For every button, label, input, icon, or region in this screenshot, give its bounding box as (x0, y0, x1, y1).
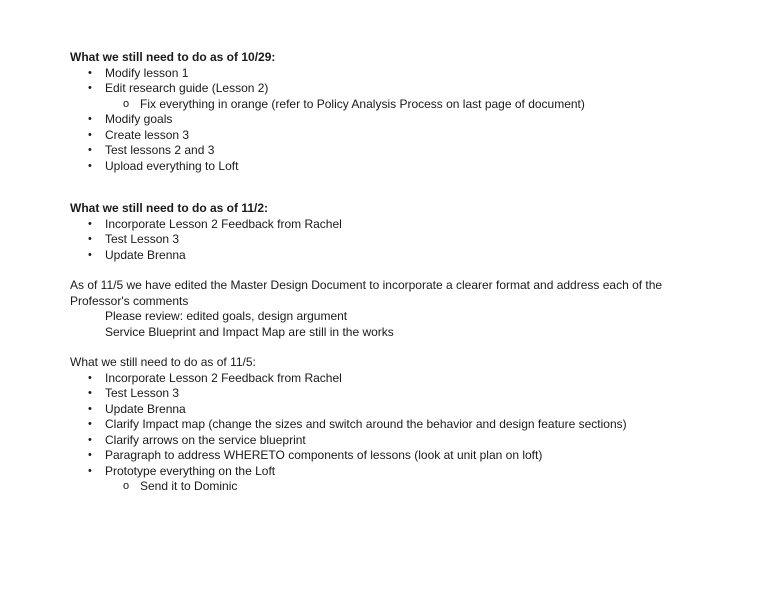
bullet-icon: • (88, 387, 92, 399)
document-body (70, 50, 710, 495)
list-item: • Incorporate Lesson 2 Feedback from Rachel (88, 216, 342, 231)
bullet-icon: • (88, 433, 92, 446)
bullet-icon: • (88, 418, 92, 430)
circle-bullet-icon: o (123, 480, 130, 492)
list-item: • Edit research guide (Lesson 2) o Fix everything in orange (refer to Policy Analysis Process on last page of document) (70, 81, 710, 112)
bullet-icon: • (88, 217, 92, 230)
list-item: • Update Brenna (88, 401, 186, 416)
section-heading-115: What we still need to do as of 11/5: (70, 355, 256, 369)
circle-bullet-icon: o (123, 97, 130, 110)
list-item: • Clarify arrows on the service blueprint (88, 432, 306, 447)
bullet-icon: • (88, 128, 92, 141)
list-item: • Test Lesson 3 (88, 232, 180, 246)
todo-list-1029 (70, 66, 710, 175)
list-item: • Modify goals (88, 112, 173, 126)
list-item: • Test lessons 2 and 3 (88, 143, 215, 157)
list-item: • Create lesson 3 (88, 127, 190, 142)
in-progress-note: Service Blueprint and Impact Map are still in the works (105, 324, 394, 339)
list-item: • Update Brenna (88, 247, 186, 262)
bullet-icon: • (88, 66, 92, 79)
section-heading-112: What we still need to do as of 11/2: (70, 201, 269, 215)
todo-list-115 (70, 371, 710, 495)
bullet-icon: • (88, 82, 92, 94)
bullet-icon: • (88, 464, 92, 477)
bullet-icon: • (88, 144, 92, 156)
list-item: • Upload everything to Loft (88, 158, 239, 173)
bullet-icon: • (88, 402, 92, 415)
list-item: • Incorporate Lesson 2 Feedback from Rachel (88, 370, 342, 385)
list-item: • Prototype everything on the Loft o Send it to Dominic (70, 464, 710, 495)
sub-list-item: o Send it to Dominic (123, 479, 238, 493)
bullet-icon: • (88, 371, 92, 384)
bullet-icon: • (88, 159, 92, 172)
bullet-icon: • (88, 248, 92, 261)
paragraph-line: As of 11/5 we have edited the Master Design Document to incorporate a clearer format and address each of the (70, 278, 663, 292)
review-note: Please review: edited goals, design argument (105, 309, 348, 323)
sub-list (105, 479, 710, 495)
bullet-icon: • (88, 113, 92, 125)
list-item: • Clarify Impact map (change the sizes and switch around the behavior and design feature sections) (88, 417, 627, 431)
sub-list-item: o Fix everything in orange (refer to Policy Analysis Process on last page of document) (123, 96, 585, 111)
paragraph-line: Professor's comments (70, 293, 189, 308)
section-heading-1029: What we still need to do as of 10/29: (70, 50, 276, 64)
list-item: • Modify lesson 1 (88, 65, 189, 80)
bullet-icon: • (88, 449, 92, 461)
list-item: • Test Lesson 3 (88, 386, 180, 400)
sub-list (105, 97, 710, 113)
status-paragraph (70, 278, 710, 309)
list-item: • Paragraph to address WHERETO components of lessons (look at unit plan on loft) (88, 448, 543, 462)
todo-list-112 (70, 217, 710, 264)
bullet-icon: • (88, 233, 92, 245)
